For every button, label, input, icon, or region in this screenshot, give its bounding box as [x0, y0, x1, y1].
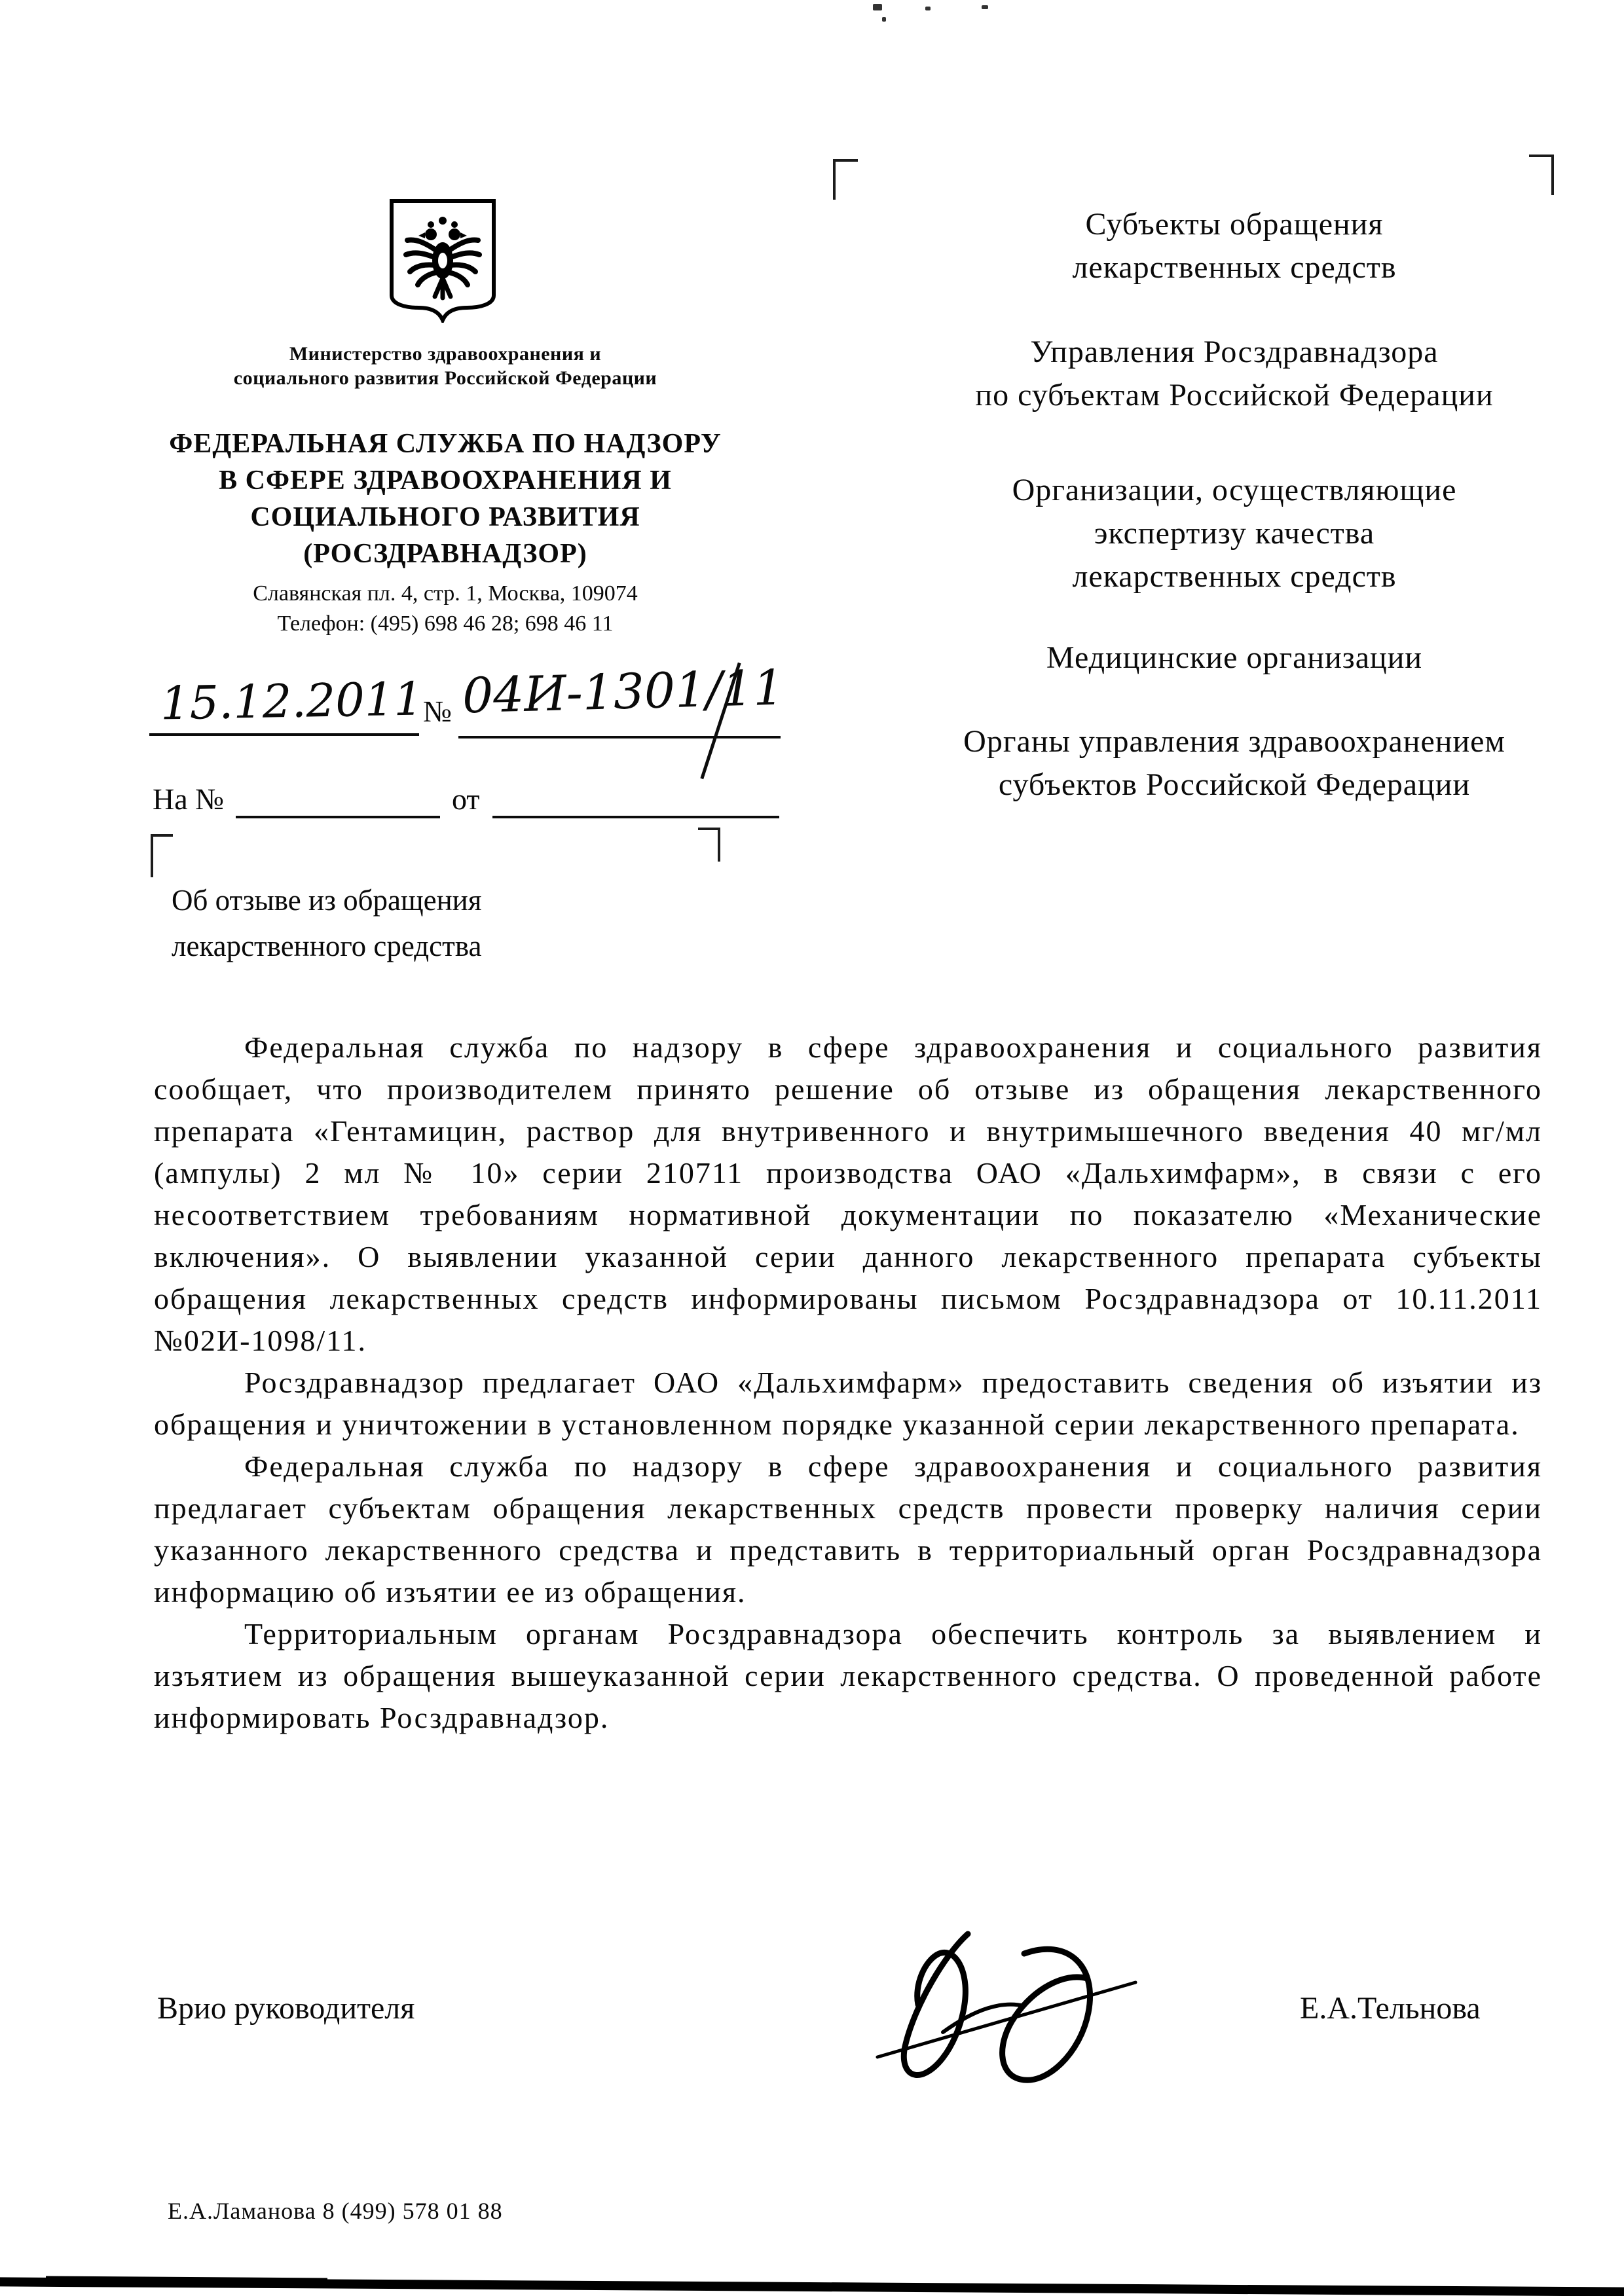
recipient-group-medical-organizations — [851, 636, 1617, 680]
outgoing-number-handwritten: 04И-1301/11 — [461, 659, 785, 725]
service-name-line: (РОСЗДРАВНАДЗОР) — [303, 539, 587, 569]
letter-body — [154, 1027, 1542, 1739]
recipient-line: по субъектам Российской Федерации — [975, 378, 1494, 412]
service-address-block — [151, 579, 740, 639]
signer-title: Врио руководителя — [157, 1991, 415, 2026]
body-paragraph: Росздравнадзор предлагает ОАО «Дальхимфарм» предоставить сведения об изъятии из обращения и уничтожении в установленном порядке указанной серии лекарственного препарата. — [154, 1366, 1542, 1441]
corner-mark-address-left — [833, 159, 858, 200]
number-underline — [458, 736, 781, 738]
recipient-line: Организации, осуществляющие — [1012, 473, 1457, 507]
scan-artifact-dot — [882, 17, 886, 22]
service-name — [118, 426, 773, 572]
body-paragraph: Федеральная служба по надзору в сфере здравоохранения и социального развития сообщает, что производителем принято решение об отзыве из обращения лекарственного препарата «Гентамицин, раствор для внутривенного и внутримышечного введения 40 мг/мл (ампулы) 2 мл № 10» серии 210711 производства ОАО «Дальхимфарм», в связи с его несоответствием требованиям нормативной документации по показателю «Механические включения». О выявлении указанной серии данного лекарственного препарата субъекты обращения лекарственных средств информированы письмом Росздравнадзора от 10.11.2011 №02И-1098/11. — [154, 1030, 1542, 1357]
ministry-name — [151, 342, 740, 390]
reply-from-label: от — [452, 782, 480, 816]
recipient-group-expert-organizations — [851, 469, 1617, 598]
recipient-line: Медицинские организации — [1046, 640, 1423, 675]
body-paragraph: Территориальным органам Росздравнадзора обеспечить контроль за выявлением и изъятием из обращения вышеуказанной серии лекарственного средства. О проведенной работе информировать Росздравнадзор. — [154, 1617, 1542, 1734]
outgoing-date-handwritten: 15.12.2011 — [160, 672, 424, 731]
signature-scribble-icon — [864, 1922, 1146, 2105]
scan-artifact-bottom-bar — [0, 2277, 1624, 2296]
reply-date-underline — [492, 816, 779, 818]
recipient-line: экспертизу качества — [1094, 516, 1375, 551]
date-underline — [149, 733, 419, 736]
service-name-line: В СФЕРЕ ЗДРАВООХРАНЕНИЯ И — [219, 465, 672, 496]
subject-line: Об отзыве из обращения — [172, 884, 482, 917]
scan-artifact-dot — [982, 5, 988, 9]
subject-line: лекарственного средства — [172, 930, 482, 962]
service-name-line: СОЦИАЛЬНОГО РАЗВИТИЯ — [250, 502, 640, 532]
reply-number-label: На № — [153, 782, 225, 816]
recipient-line: лекарственных средств — [1072, 250, 1397, 285]
recipient-line: субъектов Российской Федерации — [998, 767, 1471, 802]
service-phone: Телефон: (495) 698 46 28; 698 46 11 — [277, 611, 614, 636]
russian-coat-of-arms-icon — [389, 198, 496, 323]
scan-artifact-dot — [925, 7, 931, 10]
ministry-name-line: Министерство здравоохранения и — [289, 343, 602, 365]
recipient-group-subjects — [851, 203, 1617, 289]
recipient-line: Управления Росздравнадзора — [1030, 335, 1439, 369]
corner-mark-subject-right — [698, 828, 720, 862]
service-name-line: ФЕДЕРАЛЬНАЯ СЛУЖБА ПО НАДЗОРУ — [169, 429, 722, 459]
executor-contact: Е.А.Ламанова 8 (499) 578 01 88 — [168, 2198, 503, 2224]
recipient-line: Органы управления здравоохранением — [963, 724, 1505, 759]
recipient-group-departments — [851, 331, 1617, 417]
reply-number-underline — [236, 816, 440, 818]
outgoing-number-label: № — [423, 695, 452, 728]
subject-block — [172, 877, 761, 969]
corner-mark-subject-left — [151, 834, 173, 877]
recipient-group-health-authorities — [851, 720, 1617, 807]
corner-mark-address-right — [1529, 155, 1554, 195]
service-address: Славянская пл. 4, стр. 1, Москва, 109074 — [253, 581, 638, 606]
scan-artifact-dot — [873, 4, 882, 10]
ministry-name-line: социального развития Российской Федерации — [233, 367, 657, 389]
body-paragraph: Федеральная служба по надзору в сфере здравоохранения и социального развития предлагает субъектам обращения лекарственных средств провести проверку наличия серии указанного лекарственного средства и представить в территориальный орган Росздравнадзора информацию об изъятии ее из обращения. — [154, 1449, 1542, 1609]
recipient-line: лекарственных средств — [1072, 559, 1397, 594]
recipient-line: Субъекты обращения — [1085, 207, 1384, 242]
signer-name: Е.А.Тельнова — [1300, 1991, 1481, 2026]
